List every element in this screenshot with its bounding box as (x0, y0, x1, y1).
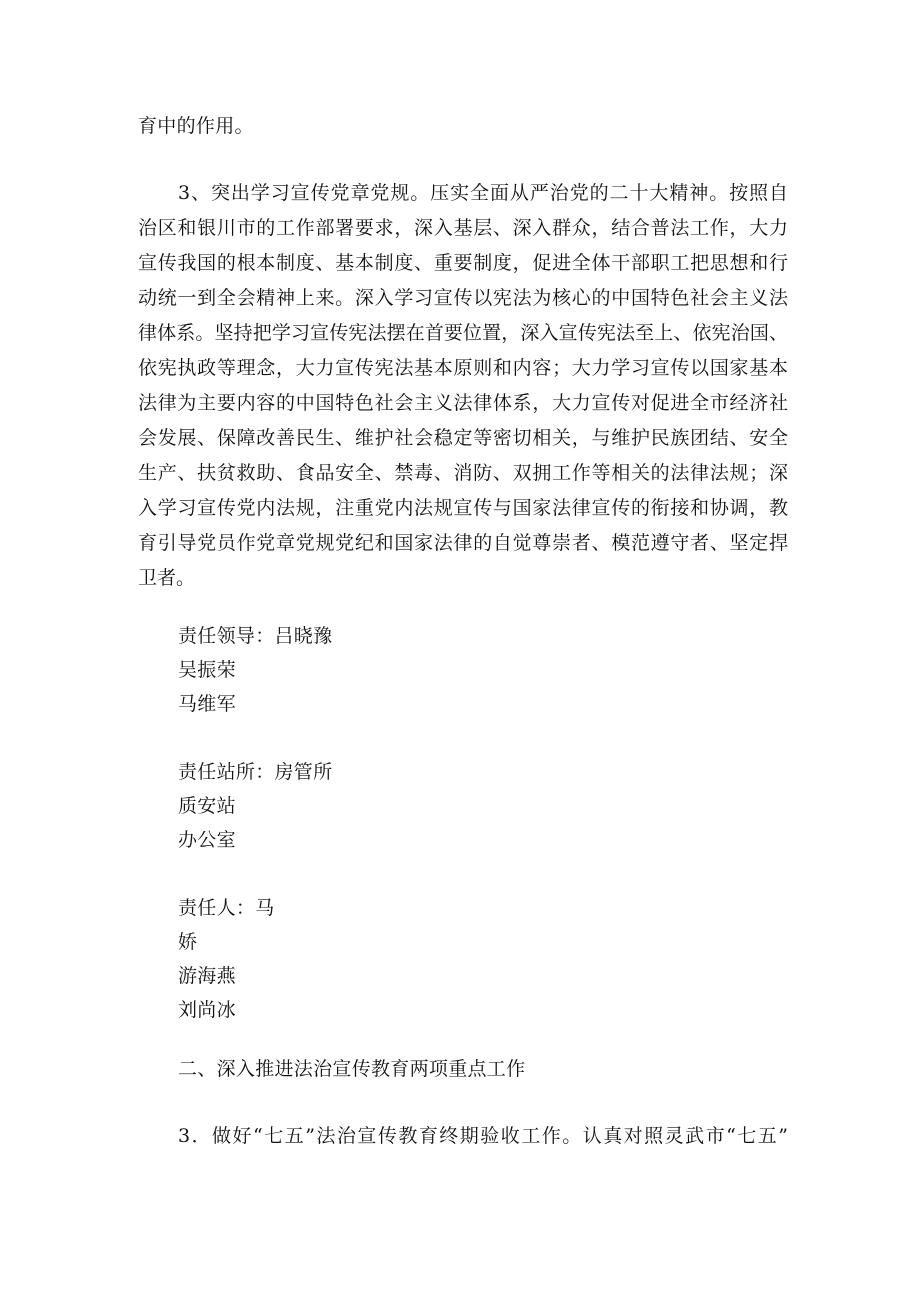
paragraph-line: 卫者。 (138, 567, 196, 589)
paragraph-line: 法律为主要内容的中国特色社会主义法律体系，大力宣传对促进全市经济社 (138, 392, 788, 414)
paragraph-line: 治区和银川市的工作部署要求，深入基层、深入群众，结合普法工作，大力 (138, 217, 788, 239)
paragraph-line: 3、突出学习宣传党章党规。压实全面从严治党的二十大精神。按照自 (178, 182, 788, 204)
persons-label: 责任人：马 (178, 897, 275, 919)
section-heading: 二、深入推进法治宣传教育两项重点工作 (178, 1058, 526, 1080)
paragraph-line: 宣传我国的根本制度、基本制度、重要制度，促进全体干部职工把思想和行 (138, 252, 788, 274)
person-name: 刘尚冰 (178, 999, 236, 1021)
item-3-line: 3．做好“七五”法治宣传教育终期验收工作。认真对照灵武市“七五” (178, 1125, 788, 1147)
leaders-label: 责任领导：吕晓豫 (178, 625, 333, 647)
paragraph-line: 会发展、保障改善民生、维护社会稳定等密切相关，与维护民族团结、安全 (138, 427, 788, 449)
paragraph-line: 生产、扶贫救助、食品安全、禁毒、消防、双拥工作等相关的法律法规；深 (138, 462, 788, 484)
person-name: 游海燕 (178, 965, 236, 987)
station-name: 办公室 (178, 829, 236, 851)
person-name: 娇 (178, 931, 198, 953)
paragraph-line: 育引导党员作党章党规党纪和国家法律的自觉尊崇者、模范遵守者、坚定捍 (138, 532, 788, 554)
leader-name: 马维军 (178, 693, 236, 715)
paragraph-line: 动统一到全会精神上来。深入学习宣传以宪法为核心的中国特色社会主义法 (138, 287, 788, 309)
continuation-text: 育中的作用。 (138, 115, 254, 137)
paragraph-line: 依宪执政等理念，大力宣传宪法基本原则和内容；大力学习宣传以国家基本 (138, 357, 788, 379)
stations-label: 责任站所：房管所 (178, 761, 333, 783)
paragraph-line: 入学习宣传党内法规，注重党内法规宣传与国家法律宣传的衔接和协调，教 (138, 497, 788, 519)
station-name: 质安站 (178, 795, 236, 817)
leader-name: 吴振荣 (178, 659, 236, 681)
paragraph-line: 律体系。坚持把学习宣传宪法摆在首要位置，深入宣传宪法至上、依宪治国、 (138, 322, 788, 344)
